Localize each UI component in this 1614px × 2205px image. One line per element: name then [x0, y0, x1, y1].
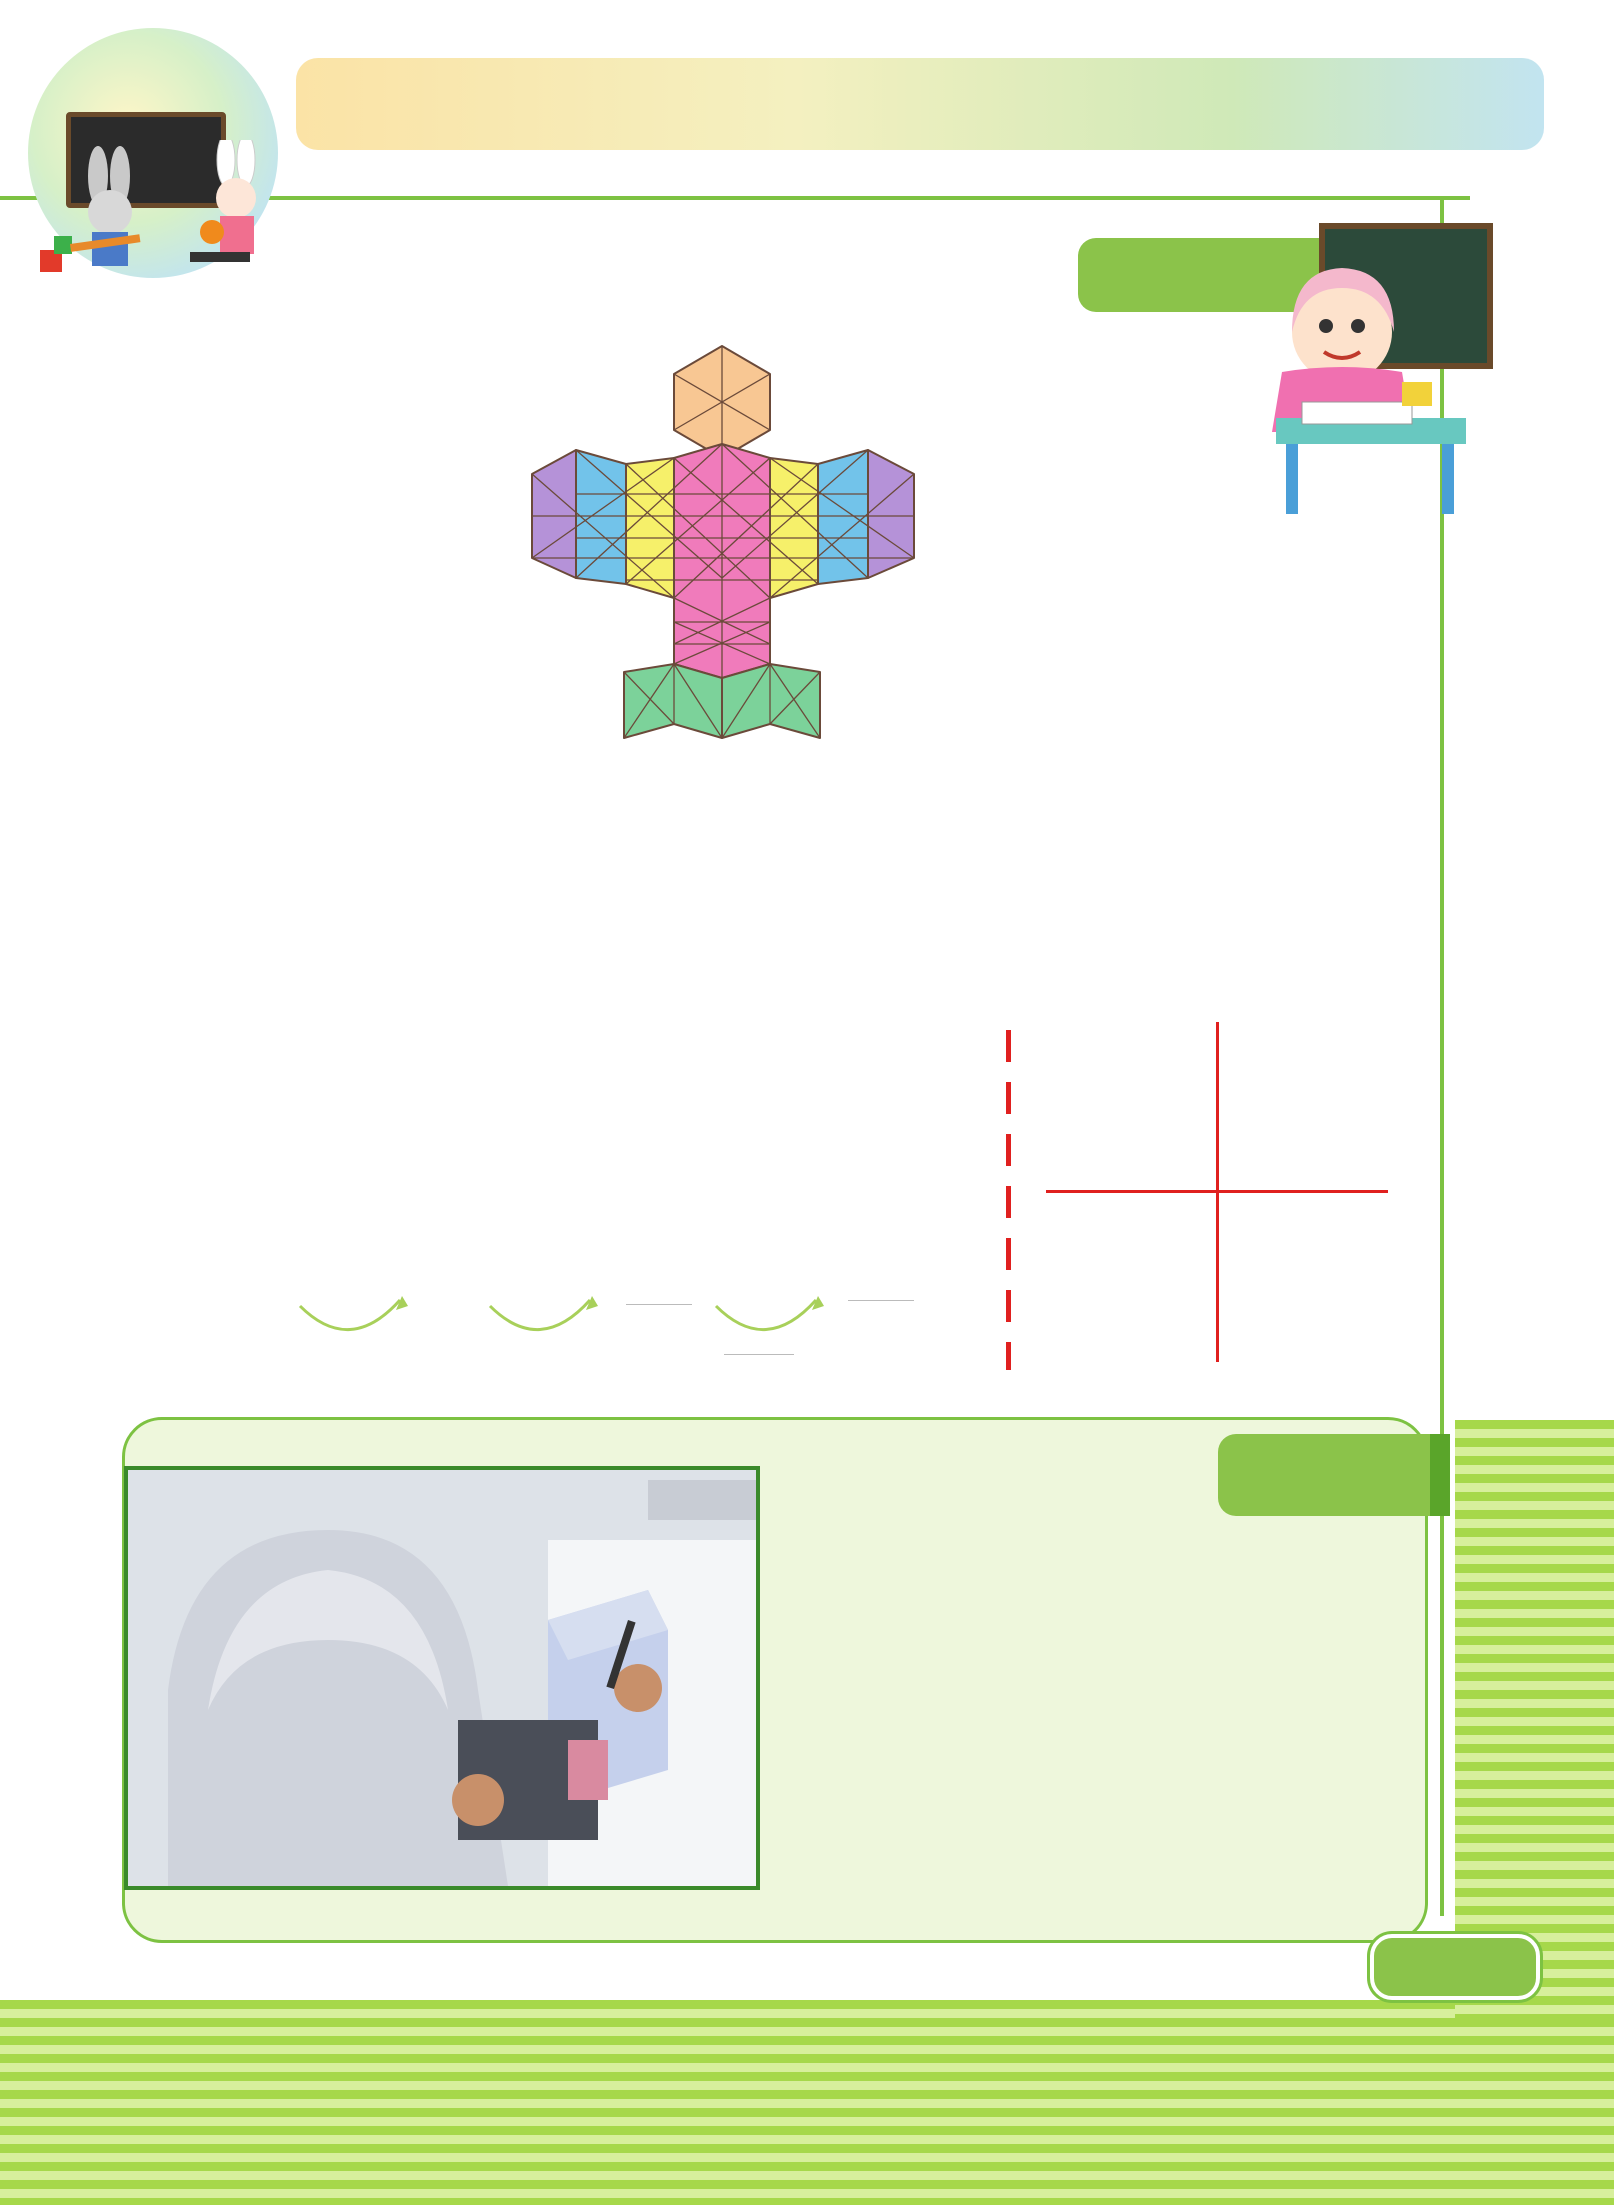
draw-tag-accent	[1430, 1434, 1450, 1516]
sequence-step-arcs	[290, 1286, 830, 1356]
right-stripes	[1455, 1420, 1614, 2020]
bottom-stripes	[0, 2000, 1614, 2205]
answer-underline-4	[848, 1300, 914, 1301]
header-banner	[296, 58, 1544, 150]
photo-illustration	[128, 1470, 756, 1886]
symmetry-axis-vertical	[1216, 1022, 1219, 1362]
teacher-girl-illustration	[1262, 222, 1498, 522]
answer-underline-step	[724, 1354, 794, 1355]
draw-section-tag	[1218, 1434, 1448, 1516]
page-number	[1370, 1934, 1540, 2000]
dashed-separator	[1006, 1030, 1011, 1370]
student-drawing-photo	[124, 1466, 760, 1890]
butterfly-triangle-figure	[528, 344, 920, 744]
logo-characters-illustration	[40, 140, 270, 280]
